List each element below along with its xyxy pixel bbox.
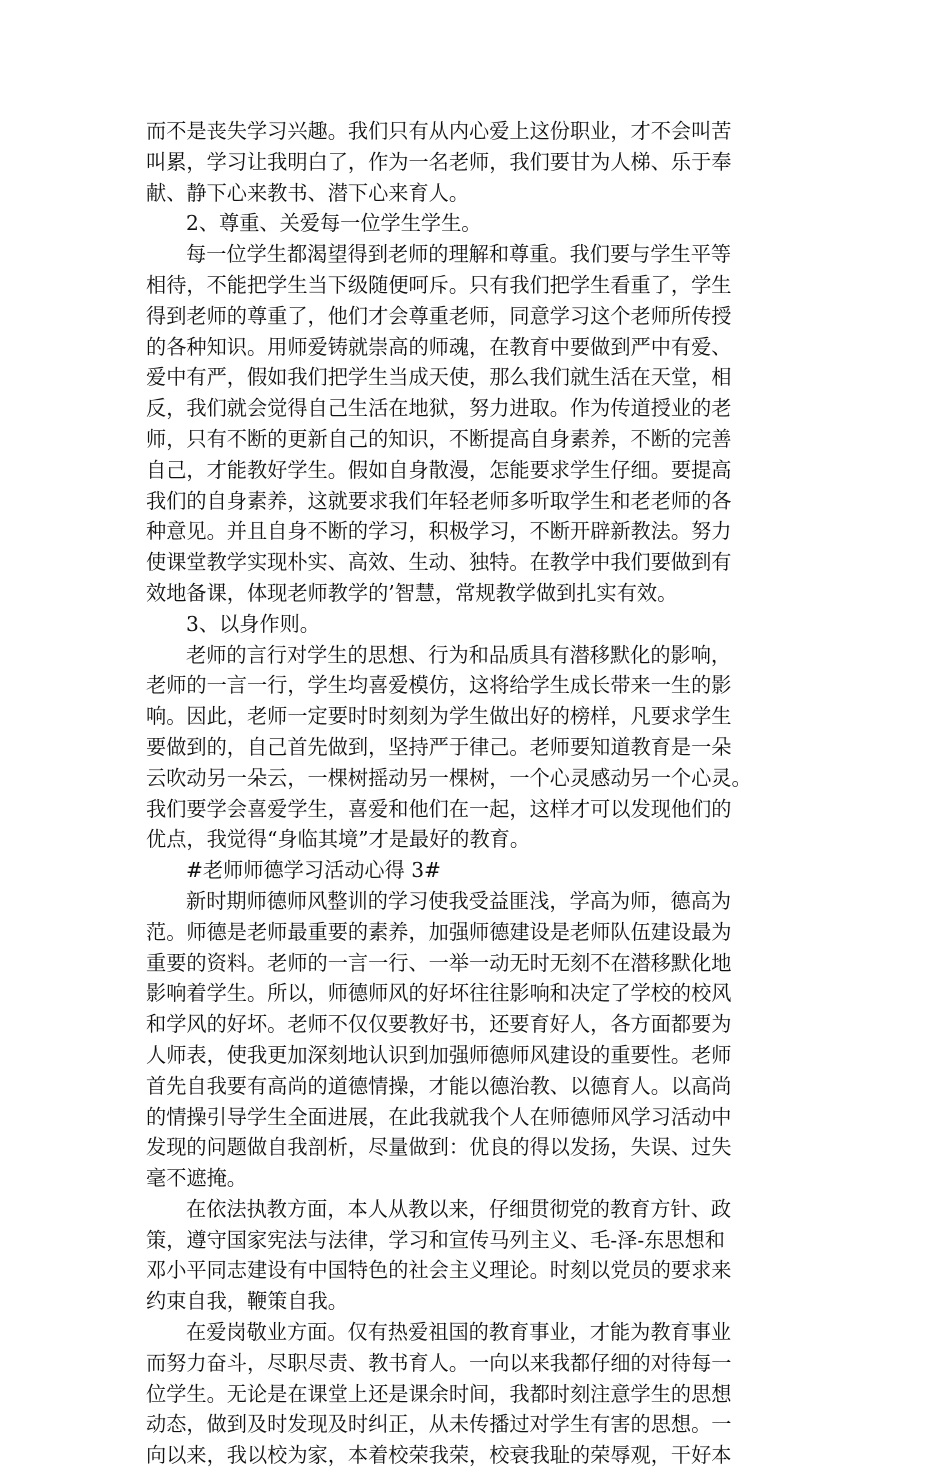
text-line: 在爱岗敬业方面。仅有热爱祖国的教育事业，才能为教育事业 xyxy=(186,1320,732,1345)
text-line: 在依法执教方面，本人从教以来，仔细贯彻党的教育方针、政 xyxy=(186,1196,732,1221)
text-line: 3、以身作则。 xyxy=(186,611,320,636)
text-line: 邓小平同志建设有中国特色的社会主义理论。时刻以党员的要求来 xyxy=(146,1258,732,1283)
text-line: 新时期师德师风整训的学习使我受益匪浅，学高为师，德高为 xyxy=(186,888,732,913)
text-line: 我们要学会喜爱学生，喜爱和他们在一起，这样才可以发现他们的 xyxy=(146,796,732,821)
text-line: 云吹动另一朵云，一棵树摇动另一棵树，一个心灵感动另一个心灵。 xyxy=(146,765,752,790)
text-line: 优点，我觉得“身临其境”才是最好的教育。 xyxy=(146,827,531,852)
text-line: 使课堂教学实现朴实、高效、生动、独特。在教学中我们要做到有 xyxy=(146,550,732,575)
text-line: 效地备课，体现老师教学的’智慧，常规教学做到扎实有效。 xyxy=(146,580,678,605)
text-line: 重要的资料。老师的一言一行、一举一动无时无刻不在潜移默化地 xyxy=(146,950,732,975)
text-line: 范。师德是老师最重要的素养，加强师德建设是老师队伍建设最为 xyxy=(146,919,732,944)
text-line: 的各种知识。用师爱铸就崇高的师魂，在教育中要做到严中有爱、 xyxy=(146,334,732,359)
text-line: 而不是丧失学习兴趣。我们只有从内心爱上这份职业，才不会叫苦 xyxy=(146,119,732,143)
text-line: 得到老师的尊重了，他们才会尊重老师，同意学习这个老师所传授 xyxy=(146,303,732,328)
text-line: 约束自我，鞭策自我。 xyxy=(146,1289,348,1314)
text-line: 响。因此，老师一定要时时刻刻为学生做出好的榜样，凡要求学生 xyxy=(146,704,732,729)
text-line: 和学风的好坏。老师不仅仅要教好书，还要育好人，各方面都要为 xyxy=(146,1012,732,1037)
text-line: 献、静下心来教书、潜下心来育人。 xyxy=(146,180,470,205)
text-line: 影响着学生。所以，师德师风的好坏往往影响和决定了学校的校风 xyxy=(146,981,732,1006)
text-line: 2、尊重、关爱每一位学生学生。 xyxy=(186,211,482,236)
text-line: 自己，才能教好学生。假如自身散漫，怎能要求学生仔细。要提高 xyxy=(146,457,732,482)
text-line: 相待，不能把学生当下级随便呵斥。只有我们把学生看重了，学生 xyxy=(146,272,732,297)
text-line: 师，只有不断的更新自己的知识，不断提高自身素养，不断的完善 xyxy=(146,426,732,451)
text-line: #老师师德学习活动心得 3# xyxy=(186,858,441,883)
text-line: 毫不遮掩。 xyxy=(146,1166,247,1191)
text-line: 人师表，使我更加深刻地认识到加强师德师风建设的重要性。老师 xyxy=(146,1042,732,1067)
text-line: 要做到的，自己首先做到，坚持严于律己。老师要知道教育是一朵 xyxy=(146,734,732,759)
text-line: 而努力奋斗，尽职尽责、教书育人。一向以来我都仔细的对待每一 xyxy=(146,1350,732,1375)
text-line: 我们的自身素养，这就要求我们年轻老师多听取学生和老老师的各 xyxy=(146,488,732,513)
text-line: 爱中有严，假如我们把学生当成天使，那么我们就生活在天堂，相 xyxy=(146,365,732,390)
text-line: 反，我们就会觉得自己生活在地狱，努力进取。作为传道授业的老 xyxy=(146,396,732,421)
text-line: 种意见。并且自身不断的学习，积极学习，不断开辟新教法。努力 xyxy=(146,519,732,544)
text-line: 老师的一言一行，学生均喜爱模仿，这将给学生成长带来一生的影 xyxy=(146,673,732,698)
text-line: 发现的问题做自我剖析，尽量做到：优良的得以发扬，失误、过失 xyxy=(146,1135,732,1160)
text-line: 老师的言行对学生的思想、行为和品质具有潜移默化的影响， xyxy=(186,642,732,667)
document-page xyxy=(146,116,826,1471)
text-line: 向以来，我以校为家，本着校荣我荣，校衰我耻的荣辱观，干好本 xyxy=(146,1443,732,1468)
text-line: 每一位学生都渴望得到老师的理解和尊重。我们要与学生平等 xyxy=(186,242,732,267)
text-line: 的情操引导学生全面进展，在此我就我个人在师德师风学习活动中 xyxy=(146,1104,732,1129)
text-line: 叫累，学习让我明白了，作为一名老师，我们要甘为人梯、乐于奉 xyxy=(146,149,732,174)
text-line: 首先自我要有高尚的道德情操，才能以德治教、以德育人。以高尚 xyxy=(146,1073,732,1098)
text-line: 策，遵守国家宪法与法律，学习和宣传马列主义、毛-泽-东思想和 xyxy=(146,1227,725,1252)
text-line: 位学生。无论是在课堂上还是课余时间，我都时刻注意学生的思想 xyxy=(146,1381,732,1406)
text-line: 动态，做到及时发现及时纠正，从未传播过对学生有害的思想。一 xyxy=(146,1412,732,1437)
